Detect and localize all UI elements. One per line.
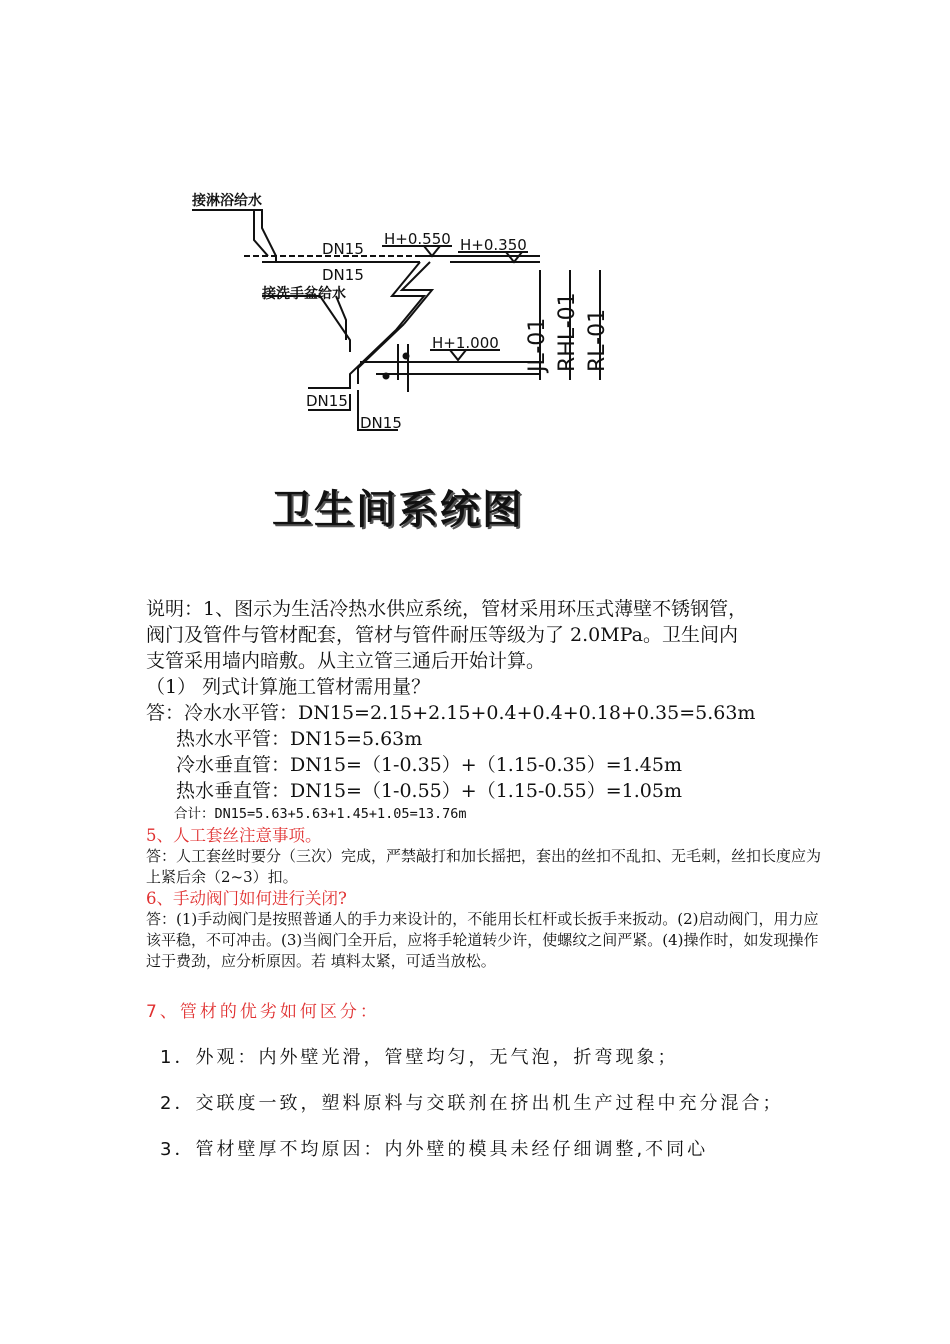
heading-7: 7、管材的优劣如何区分： <box>146 1002 380 1022</box>
dn15-label-upper: DN15 <box>322 240 364 258</box>
answer-hot-horizontal: 热水水平管：DN15=5.63m <box>176 728 423 750</box>
answer-5: 答：人工套丝时要分（三次）完成，严禁敲打和加长摇把，套出的丝扣不乱扣、无毛刺，丝扣长度应为上紧后余（2~3）扣。 <box>146 847 822 886</box>
point-3: 3．管材壁厚不均原因：内外壁的模具未经仔细调整,不同心 <box>160 1139 709 1160</box>
point-2: 2．交联度一致，塑料原料与交联剂在挤出机生产过程中充分混合； <box>160 1093 784 1114</box>
question-1: （1） 列式计算施工管材需用量？ <box>146 676 431 698</box>
plumbing-system-diagram <box>0 0 950 470</box>
intro-line-2: 阀门及管件与管材配套，管材与管件耐压等级为了 2.0MPa。卫生间内 <box>146 624 738 646</box>
answer-cold-vertical: 冷水垂直管：DN15=（1-0.35）+（1.15-0.35）=1.45m <box>176 754 682 776</box>
riser-label-rl01: RL-01 <box>585 308 610 372</box>
answer-cold-horizontal: 答：冷水水平管：DN15=2.15+2.15+0.4+0.4+0.18+0.35=5.63m <box>146 702 756 724</box>
basin-supply-label: 接洗手盆给水 <box>262 286 346 302</box>
elevation-label-550: H+0.550 <box>384 230 451 248</box>
intro-line-3: 支管采用墙内暗敷。从主立管三通后开始计算。 <box>146 650 546 672</box>
riser-label-rhl01: RHL-01 <box>555 292 580 372</box>
notes-section <box>146 596 826 972</box>
elevation-label-350: H+0.350 <box>460 236 527 254</box>
answer-6: 答：(1)手动阀门是按照普通人的手力来设计的，不能用长杠杆或长扳手来扳动。(2)启动阀门，用力应该平稳，不可冲击。(3)当阀门全开后，应将手轮道转少许，使螺纹之间严紧。(4)操作时，如发现操作过于费劲，应分析原因。若 填料太紧，可适当放松。 <box>146 910 819 970</box>
dn15-label-mid: DN15 <box>322 266 364 284</box>
riser-label-jl01: JL-01 <box>525 317 550 372</box>
shower-supply-label: 接淋浴给水 <box>192 193 262 209</box>
answer-hot-vertical: 热水垂直管：DN15=（1-0.55）+（1.15-0.55）=1.05m <box>176 780 682 802</box>
heading-5: 5、人工套丝注意事项。 <box>146 826 322 845</box>
dn15-label-lower: DN15 <box>360 414 402 432</box>
heading-6: 6、手动阀门如何进行关闭? <box>146 889 347 908</box>
point-1: 1．外观：内外壁光滑，管壁均匀，无气泡，折弯现象； <box>160 1047 679 1068</box>
elevation-label-1000: H+1.000 <box>432 334 499 352</box>
intro-line-1: 说明：1、图示为生活冷热水供应系统，管材采用环压式薄壁不锈钢管， <box>146 598 748 620</box>
dn15-label-lower-left: DN15 <box>306 392 348 410</box>
diagram-title: 卫生间系统图 <box>272 487 524 533</box>
answer-total: 合计：DN15=5.63+5.63+1.45+1.05=13.76m <box>174 806 467 822</box>
section-7 <box>146 1000 826 1164</box>
